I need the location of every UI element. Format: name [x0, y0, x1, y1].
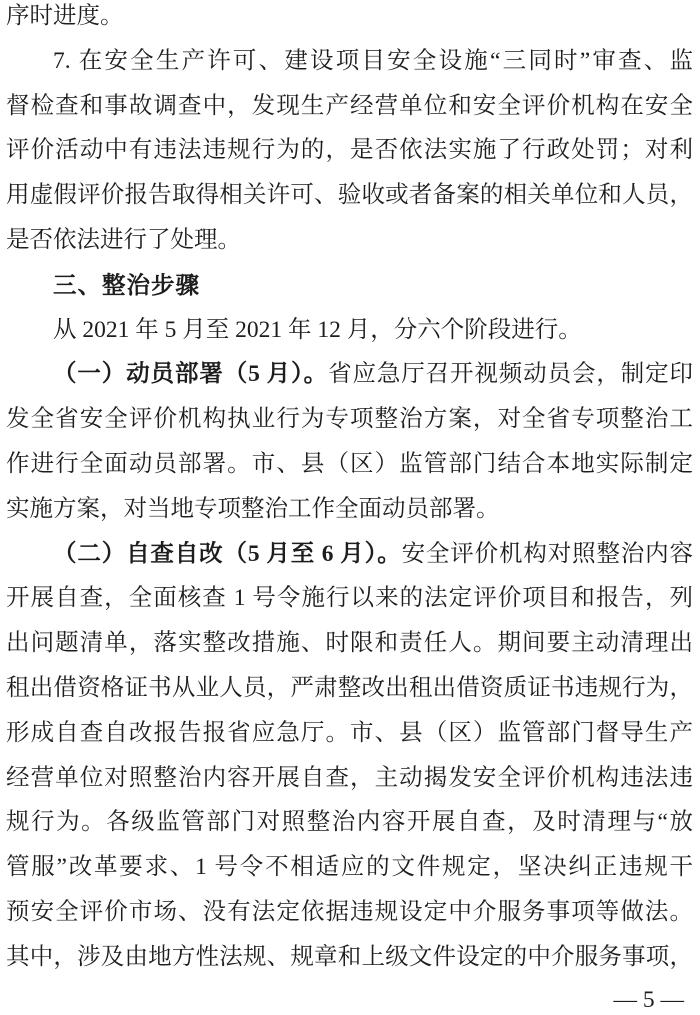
text-line	[6, 621, 693, 666]
text-line	[6, 0, 693, 39]
text-line	[6, 711, 693, 756]
text-segment: 督检查和事故调查中，发现生产经营单位和安全评价机构在安全	[6, 92, 693, 119]
text-line	[6, 666, 693, 711]
text-segment: 管服”改革要求、1 号令不相适应的文件规定，坚决纠正违规干	[6, 854, 693, 881]
text-segment: 规行为。各级监管部门对照整治内容开展自查，及时清理与“放	[6, 809, 693, 836]
text-line	[6, 173, 693, 218]
text-segment: 形成自查自改报告报省应急厅。市、县（区）监管部门督导生产	[6, 719, 693, 746]
text-segment: 实施方案，对当地专项整治工作全面动员部署。	[6, 495, 500, 522]
text-line	[6, 845, 693, 890]
text-segment: 租出借资格证书从业人员，严肃整改出租出借资质证书违规行为，	[6, 674, 693, 701]
text-segment: 省应急厅召开视频动员会，制定印	[328, 361, 693, 388]
text-segment: 其中，涉及由地方性法规、规章和上级文件设定的中介服务事项，	[6, 943, 693, 970]
section-heading	[6, 263, 693, 308]
text-line	[6, 532, 693, 577]
text-segment: 评价活动中有违法违规行为的，是否依法实施了行政处罚；对利	[6, 137, 693, 164]
text-line	[6, 397, 693, 442]
text-line	[6, 935, 693, 980]
text-line	[6, 352, 693, 397]
text-segment: 序时进度。	[6, 3, 124, 29]
text-segment: 开展自查，全面核查 1 号令施行以来的法定评价项目和报告，列	[6, 585, 693, 612]
page-number: — 5 —	[613, 986, 684, 1013]
bold-text-segment: 三、整治步骤	[53, 271, 200, 298]
text-line	[6, 800, 693, 845]
text-segment: 是否依法进行了处理。	[6, 226, 241, 253]
text-segment: 预安全评价市场、没有法定依据违规设定中介服务事项等做法。	[6, 898, 693, 925]
text-line	[6, 308, 693, 353]
text-segment: 经营单位对照整治内容开展自查，主动揭发安全评价机构违法违	[6, 764, 693, 791]
text-line	[6, 756, 693, 801]
text-segment: 7. 在安全生产许可、建设项目安全设施“三同时”审查、监	[53, 47, 693, 74]
bold-text-segment: （二）自查自改（5 月至 6 月）。	[53, 540, 402, 567]
text-line	[6, 442, 693, 487]
text-line	[6, 218, 693, 263]
bold-text-segment: （一）动员部署（5 月）。	[53, 361, 329, 388]
text-segment: 作进行全面动员部署。市、县（区）监管部门结合本地实际制定	[6, 450, 693, 477]
text-line	[6, 576, 693, 621]
text-segment: 发全省安全评价机构执业行为专项整治方案，对全省专项整治工	[6, 406, 693, 433]
text-line	[6, 128, 693, 173]
text-line	[6, 890, 693, 935]
text-line	[6, 487, 693, 532]
text-line	[6, 39, 693, 84]
text-segment: 用虚假评价报告取得相关许可、验收或者备案的相关单位和人员，	[6, 182, 693, 209]
text-line	[6, 84, 693, 129]
text-segment: 出问题清单，落实整改措施、时限和责任人。期间要主动清理出	[6, 630, 693, 657]
text-segment: 安全评价机构对照整治内容	[401, 540, 693, 567]
text-segment: 从 2021 年 5 月至 2021 年 12 月，分六个阶段进行。	[53, 316, 582, 343]
